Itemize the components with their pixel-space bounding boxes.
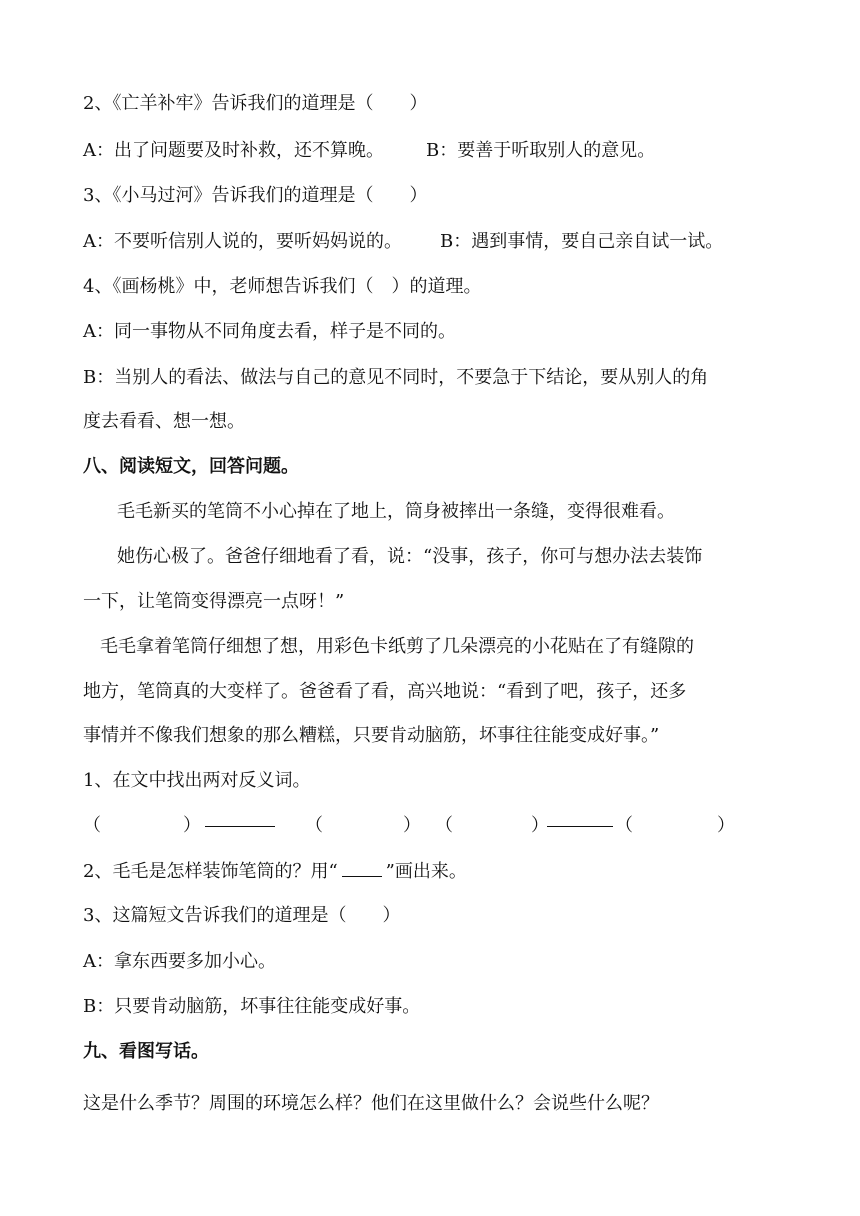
- section8-heading: 八、阅读短文，回答问题。: [83, 456, 299, 477]
- s8-q3-option-a: A：拿东西要多加小心。: [83, 951, 276, 972]
- section9-prompt: 这是什么季节？周围的环境怎么样？他们在这里做什么？会说些什么呢？: [83, 1093, 659, 1114]
- antonym-paren-open: （: [435, 815, 453, 836]
- passage-line: 她伤心极了。爸爸仔细地看了看，说：“没事，孩子，你可与想办法去装饰: [117, 546, 703, 567]
- q2-option-b: B：要善于听取别人的意见。: [426, 140, 656, 161]
- s8-q2-after: ”画出来。: [385, 861, 467, 882]
- s8-q3-option-b: B：只要肯动脑筋，坏事往往能变成好事。: [83, 996, 421, 1017]
- antonym-paren-open: （: [615, 815, 633, 836]
- antonym-paren-open: （: [305, 815, 323, 836]
- q4-question: 4、《画杨桃》中，老师想告诉我们（ ）的道理。: [83, 276, 482, 297]
- passage-line: 事情并不像我们想象的那么糟糕，只要肯动脑筋，坏事往往能变成好事。”: [83, 725, 660, 746]
- s8-q3: 3、这篇短文告诉我们的道理是（ ）: [83, 905, 401, 926]
- passage-line: 地方，笔筒真的大变样了。爸爸看了看，高兴地说：“看到了吧，孩子，还多: [83, 681, 687, 702]
- antonym-row: [83, 814, 763, 838]
- q3-option-a: A：不要听信别人说的，要听妈妈说的。: [83, 231, 402, 252]
- antonym-paren-close: ）: [183, 815, 201, 836]
- passage-line: 毛毛新买的笔筒不小心掉在了地上，筒身被摔出一条缝，变得很难看。: [117, 501, 675, 522]
- q3-option-b: B：遇到事情，要自己亲自试一试。: [440, 231, 724, 252]
- q4-option-b-line2: 度去看看、想一想。: [83, 411, 245, 432]
- antonym-paren-close: ）: [717, 815, 735, 836]
- s8-q1: 1、在文中找出两对反义词。: [83, 770, 311, 791]
- antonym-paren-close: ）: [403, 815, 421, 836]
- section9-heading: 九、看图写话。: [83, 1041, 209, 1062]
- s8-q2: [83, 860, 467, 884]
- passage-line: 毛毛拿着笔筒仔细想了想，用彩色卡纸剪了几朵漂亮的小花贴在了有缝隙的: [100, 636, 694, 657]
- s8-q2-before: 2、毛毛是怎样装饰笔筒的？用“: [83, 861, 338, 882]
- q2-option-a: A：出了问题要及时补救，还不算晚。: [83, 140, 384, 161]
- q2-question: 2、《亡羊补牢》告诉我们的道理是（ ）: [83, 93, 428, 114]
- antonym-connector-line: [547, 816, 613, 827]
- q2-options: [83, 139, 655, 163]
- passage-line: 一下，让笔筒变得漂亮一点呀！”: [83, 591, 345, 612]
- antonym-connector-line: [205, 816, 275, 827]
- underline-sample: [342, 860, 382, 877]
- antonym-paren-open: （: [83, 815, 101, 836]
- q4-option-b-line1: B：当别人的看法、做法与自己的意见不同时，不要急于下结论，要从别人的角: [83, 367, 709, 388]
- q4-option-a: A：同一事物从不同角度去看，样子是不同的。: [83, 321, 456, 342]
- q3-question: 3、《小马过河》告诉我们的道理是（ ）: [83, 185, 428, 206]
- antonym-paren-close: ）: [531, 815, 549, 836]
- q3-options: [83, 230, 723, 254]
